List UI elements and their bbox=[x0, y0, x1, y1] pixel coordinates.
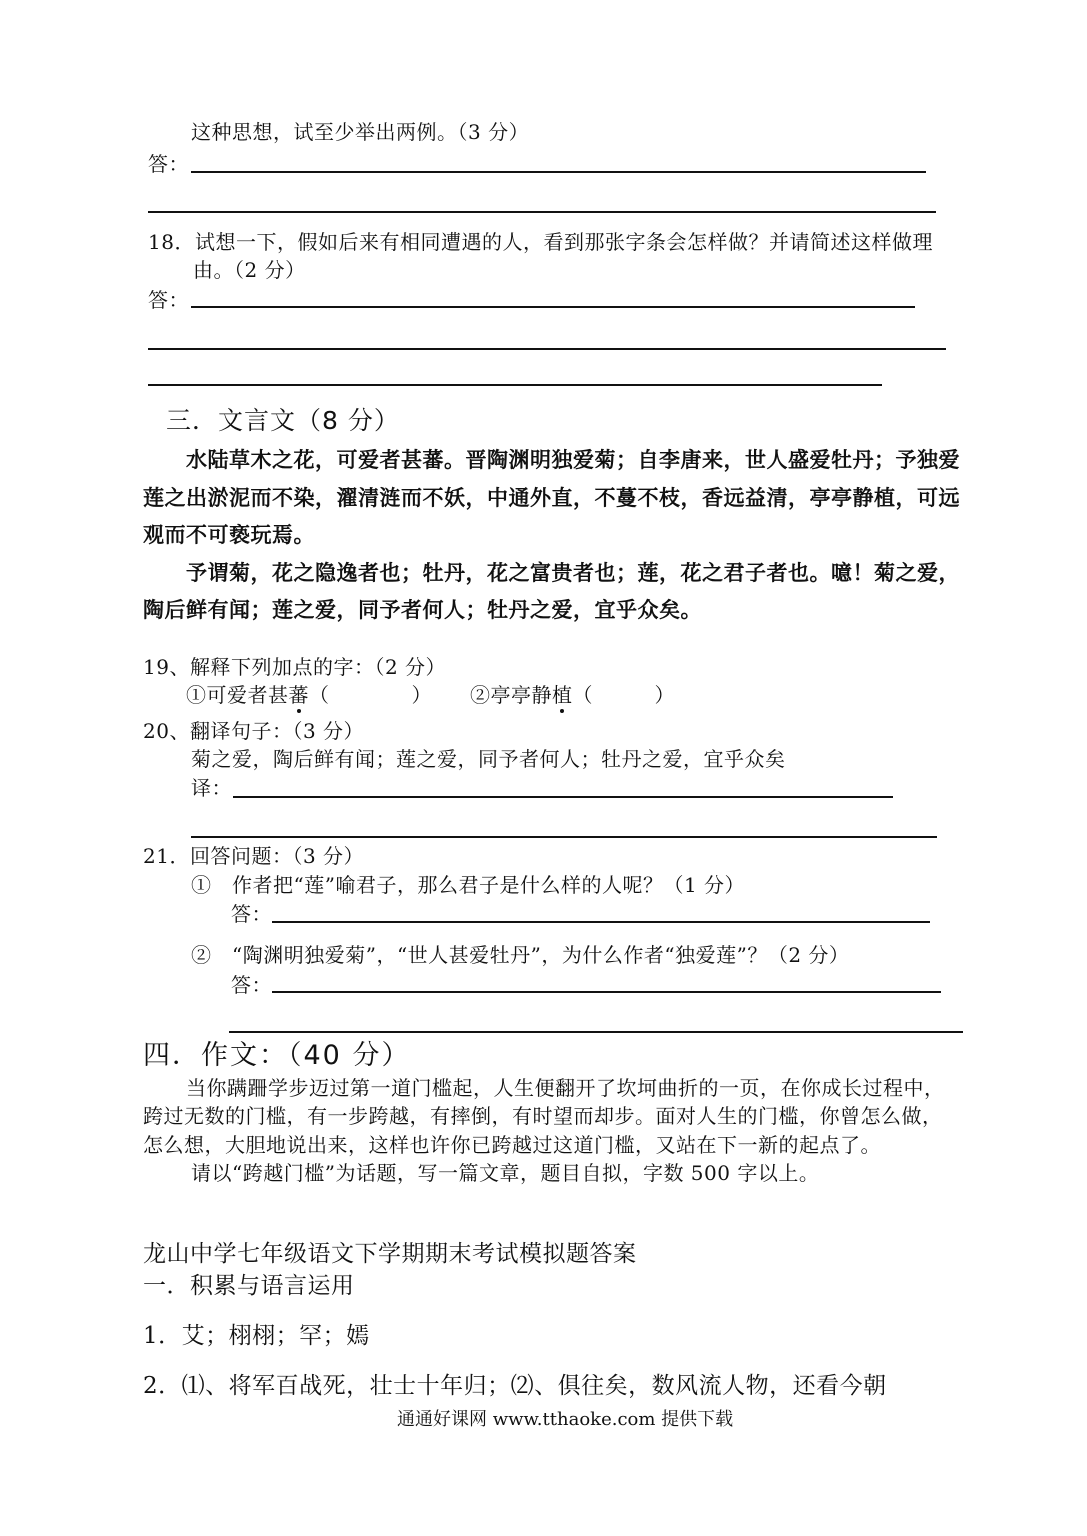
essay-prompt-line1: 当你蹒跚学步迈过第一道门槛起，人生便翻开了坎坷曲折的一页，在你成长过程中， bbox=[186, 1076, 945, 1100]
q19-item-b-text: ②亭亭静 bbox=[470, 683, 552, 707]
answer-line[interactable] bbox=[272, 921, 930, 923]
translate-label: 译： bbox=[191, 776, 232, 800]
answer-line[interactable] bbox=[233, 796, 893, 798]
answer-key-section-1: 一．积累与语言运用 bbox=[143, 1273, 355, 1299]
answer-label: 答： bbox=[231, 973, 272, 997]
section-3-title: 三．文言文（8 分） bbox=[166, 406, 400, 435]
footer-source: 通通好课网 www.tthaoke.com 提供下载 bbox=[397, 1409, 734, 1430]
q20-sentence: 菊之爱，陶后鲜有闻；莲之爱，同予者何人；牡丹之爱，宜乎众矣 bbox=[191, 747, 786, 771]
q21-item-1: ① 作者把“莲”喻君子，那么君子是什么样的人呢？（1 分） bbox=[191, 873, 746, 897]
answer-line[interactable] bbox=[148, 384, 882, 386]
answer-1: 1．艾；栩栩；罕；嫣 bbox=[143, 1323, 370, 1349]
answer-key-title: 龙山中学七年级语文下学期期末考试模拟题答案 bbox=[143, 1241, 637, 1267]
q20-title: 20、翻译句子：（3 分） bbox=[143, 719, 365, 743]
passage-para1-line3: 观而不可亵玩焉。 bbox=[143, 523, 315, 547]
q19-item-a-blank[interactable]: （ ） bbox=[309, 683, 432, 707]
q19-item-b bbox=[470, 683, 675, 707]
emphasis-dot-char: 植 bbox=[552, 683, 573, 707]
q19-title: 19、解释下列加点的字：（2 分） bbox=[143, 655, 447, 679]
passage-para1-line1: 水陆草木之花，可爱者甚蕃。晋陶渊明独爱菊；自李唐来，世人盛爱牡丹；予独爱 bbox=[186, 448, 960, 472]
answer-label: 答： bbox=[148, 152, 189, 176]
q17-continuation: 这种思想，试至少举出两例。（3 分） bbox=[191, 120, 530, 144]
answer-line[interactable] bbox=[191, 306, 915, 308]
answer-line[interactable] bbox=[148, 211, 936, 213]
q19-item-a bbox=[186, 683, 432, 707]
answer-line[interactable] bbox=[191, 836, 937, 838]
q19-item-a-text: ①可爱者甚 bbox=[186, 683, 289, 707]
answer-line[interactable] bbox=[229, 1031, 963, 1033]
q18-text-line1: 18．试想一下，假如后来有相同遭遇的人，看到那张字条会怎样做？并请简述这样做理 bbox=[148, 230, 933, 254]
q21-item-2: ② “陶渊明独爱菊”，“世人甚爱牡丹”，为什么作者“独爱莲”？（2 分） bbox=[191, 943, 850, 967]
answer-line[interactable] bbox=[191, 171, 926, 173]
passage-para2-line2: 陶后鲜有闻；莲之爱，同予者何人；牡丹之爱，宜乎众矣。 bbox=[143, 598, 702, 622]
emphasis-dot-char: 蕃 bbox=[288, 683, 309, 707]
q21-title: 21．回答问题：（3 分） bbox=[143, 844, 365, 868]
answer-label: 答： bbox=[148, 288, 189, 312]
section-4-title: 四．作文：（40 分） bbox=[143, 1040, 411, 1071]
answer-label: 答： bbox=[231, 902, 272, 926]
q19-item-b-blank[interactable]: （ ） bbox=[572, 683, 675, 707]
q18-text-line2: 由。（2 分） bbox=[193, 258, 306, 282]
passage-para2-line1: 予谓菊，花之隐逸者也；牡丹，花之富贵者也；莲，花之君子者也。噫！菊之爱， bbox=[186, 561, 960, 585]
passage-para1-line2: 莲之出淤泥而不染，濯清涟而不妖，中通外直，不蔓不枝，香远益清，亭亭静植，可远 bbox=[143, 486, 960, 510]
answer-line[interactable] bbox=[148, 348, 946, 350]
answer-2: 2．⑴、将军百战死，壮士十年归；⑵、俱往矣，数风流人物，还看今朝 bbox=[143, 1373, 887, 1399]
essay-prompt-line4: 请以“跨越门槛”为话题，写一篇文章，题目自拟，字数 500 字以上。 bbox=[191, 1161, 820, 1185]
essay-prompt-line2: 跨过无数的门槛，有一步跨越，有摔倒，有时望而却步。面对人生的门槛，你曾怎么做， bbox=[143, 1104, 943, 1128]
essay-prompt-line3: 怎么想，大胆地说出来，这样也许你已跨越过这道门槛，又站在下一新的起点了。 bbox=[143, 1133, 881, 1157]
answer-line[interactable] bbox=[272, 991, 941, 993]
